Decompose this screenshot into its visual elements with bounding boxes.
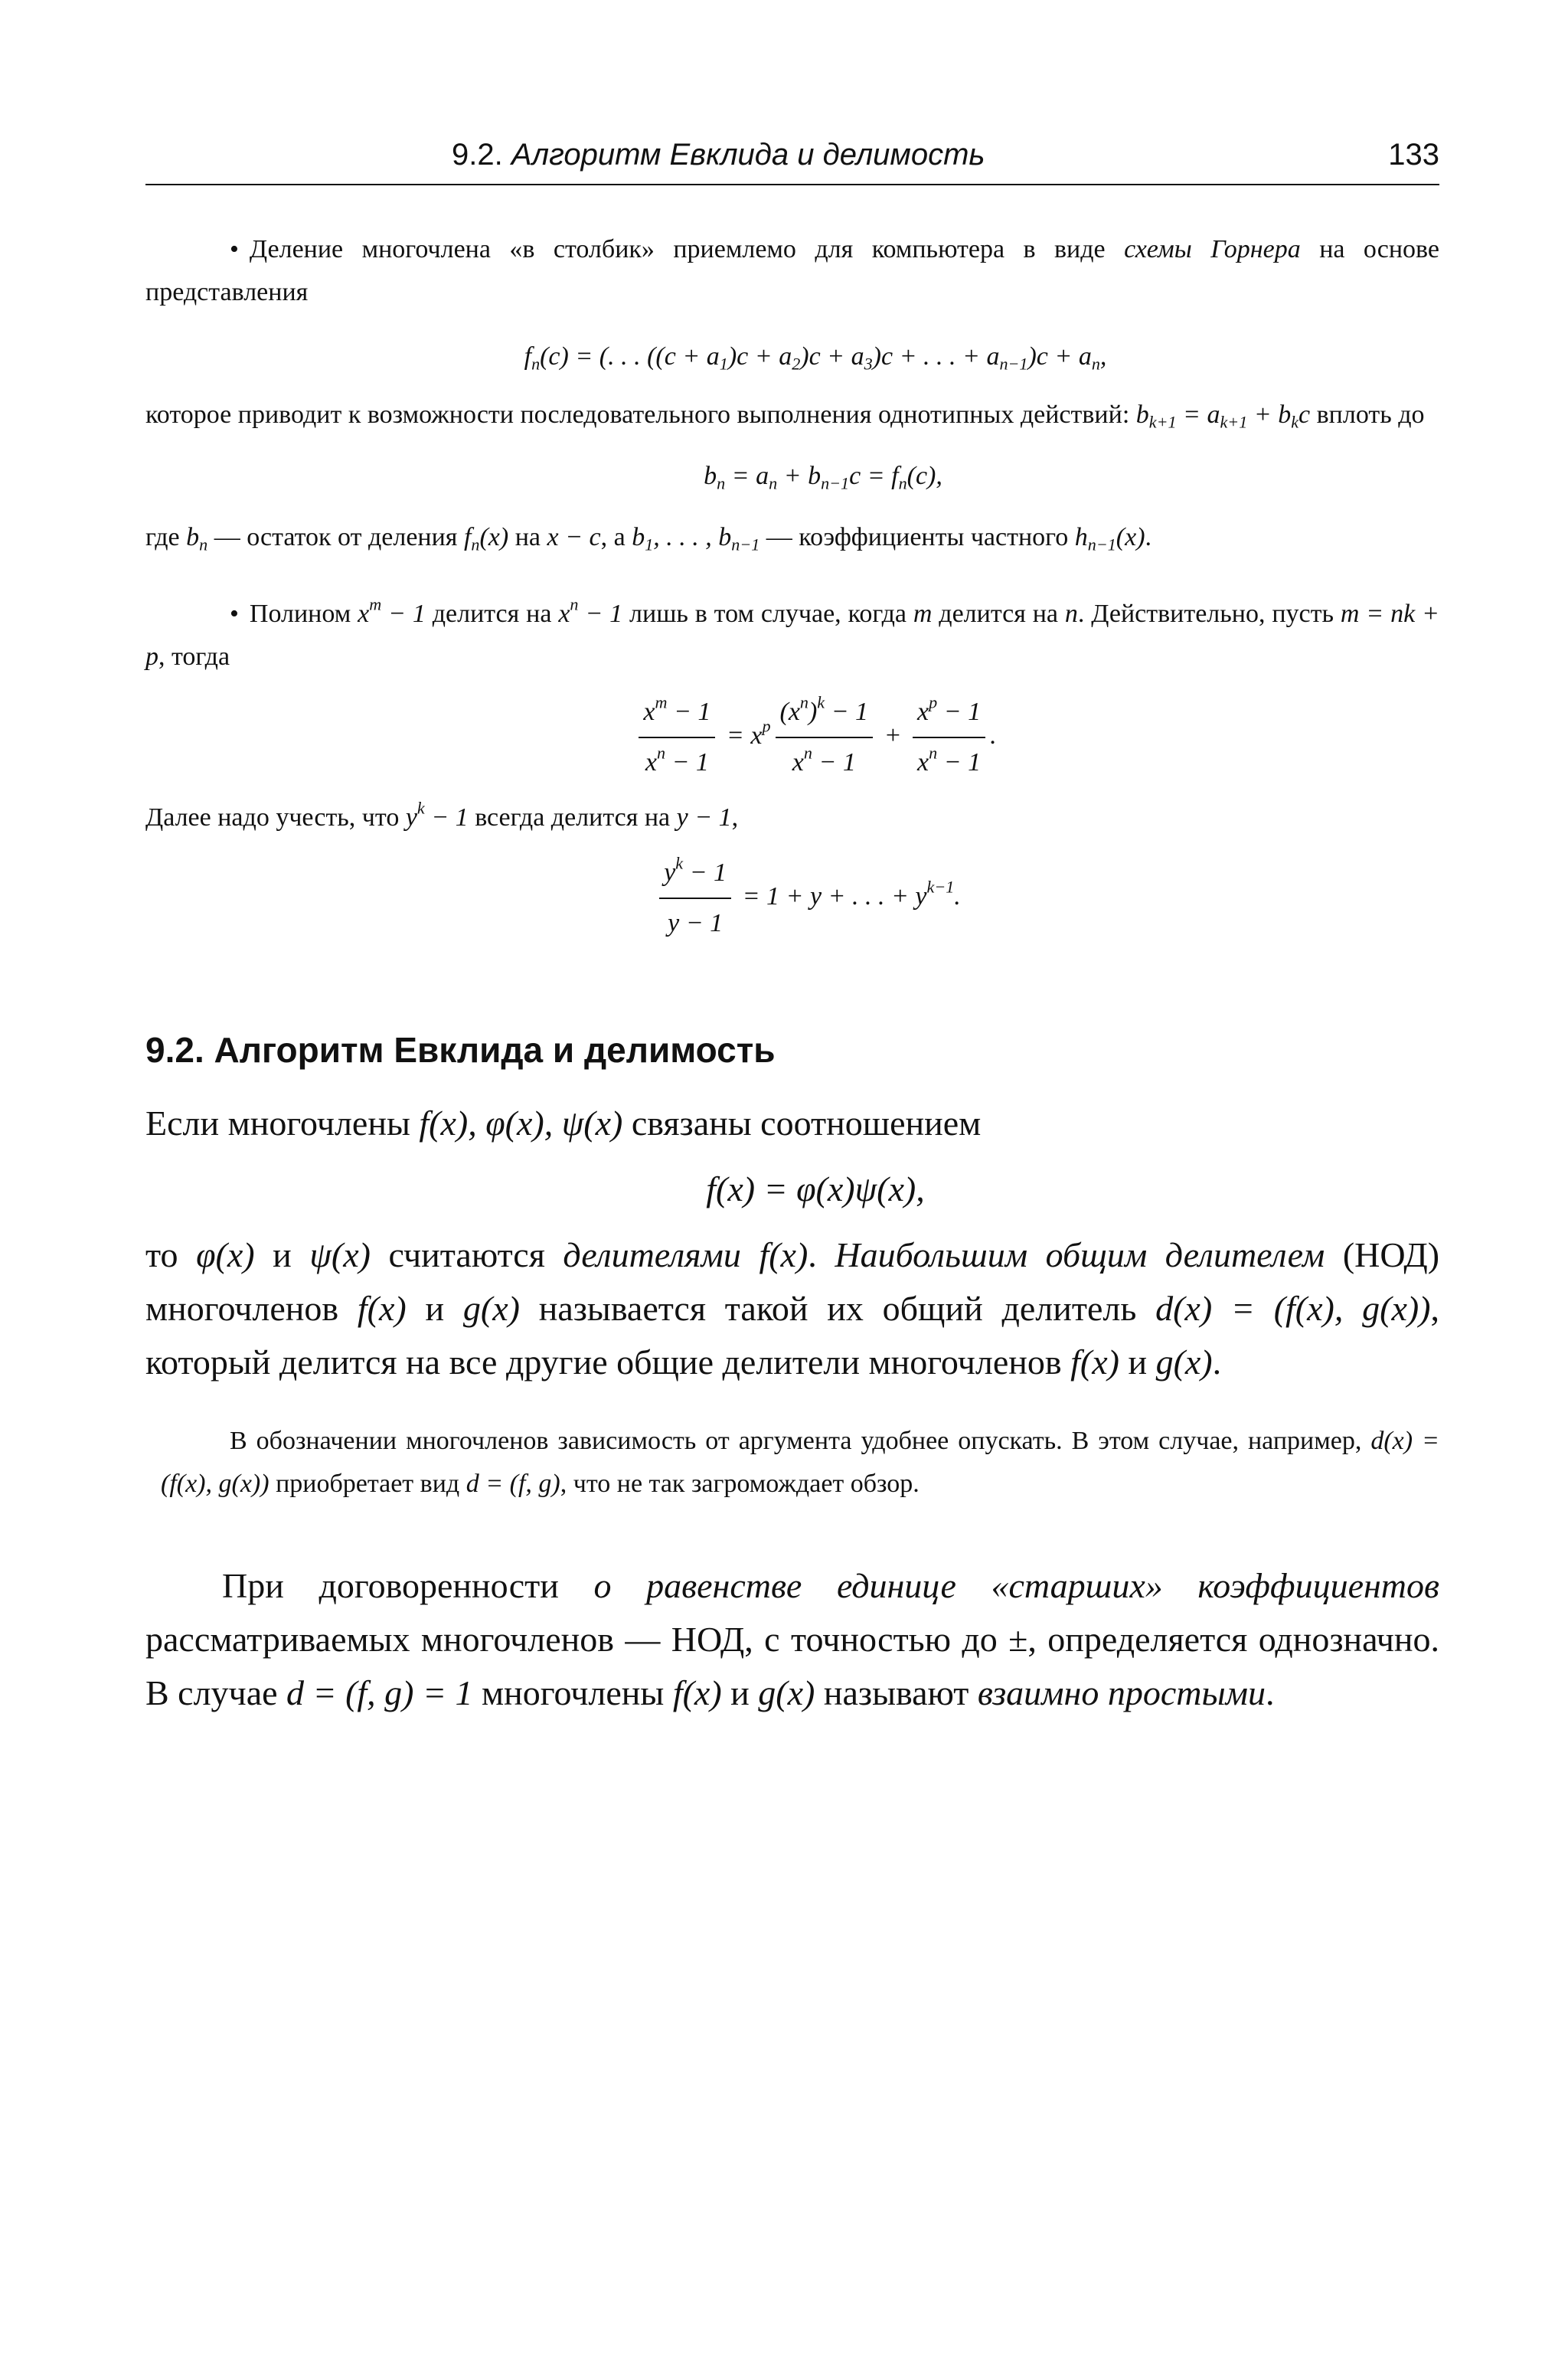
section-paragraph-2: то φ(x) и ψ(x) считаются делителями f(x). Наибольшим общим делителем (НОД) многочленов f(x) и g(x) называется такой их общий делитель d(x) = (f(x), g(x)), который делится на все другие общие делители многочленов f(x) и g(x). <box>145 1235 1440 1382</box>
page-number: 133 <box>1388 138 1439 172</box>
term-divisors: делителями <box>563 1235 741 1274</box>
poly-text-1: Полином <box>249 600 358 628</box>
note-text-1: В обозначении многочленов зависимость от аргумента удобнее опускать. В этом случае, например, <box>230 1427 1371 1455</box>
poly-text-5: . Действительно, пусть <box>1077 600 1341 628</box>
horner-term: схемы Горнера <box>1124 235 1301 263</box>
horner-intro: Деление многочлена «в столбик» приемлемо для компьютера в виде <box>249 235 1125 263</box>
where-text-3: на <box>508 523 547 551</box>
note-paragraph: В обозначении многочленов зависимость от аргумента удобнее опускать. В этом случае, например, d(x) = (f(x), g(x)) приобретает вид d = (f, g), что не так загромождает обзор. <box>161 1427 1439 1498</box>
note-text-3: , что не так загромождает обзор. <box>560 1470 920 1498</box>
term-coprime: взаимно простыми <box>977 1673 1266 1712</box>
horner-follow: которое приводит к возможности последовательного выполнения однотипных действий: $b_{k+1} = a_{k+1} + b_kc$ вплоть до <box>145 401 1425 432</box>
horner-formula: $f_n(c)$ = (. . . $((c + a_1)c + a_2)c + a_3)c$ + . . . + $a_{n-1})c + a_n$, <box>524 342 1107 374</box>
fraction: $\frac{x^p - 1}{x^n - 1}$ <box>913 691 985 784</box>
where-text-2: — остаток от деления <box>207 523 464 551</box>
term-gcd: Наибольшим общим делителем <box>835 1235 1325 1274</box>
horner-where: где $b_n$ — остаток от деления $f_n(x)$ на x − c, а $b_1$, . . . , $b_{n-1}$ — коэффициенты частного $h_{n-1}(x)$. <box>145 523 1152 554</box>
horner-paragraph <box>145 228 1439 314</box>
running-title <box>452 138 985 172</box>
where-text-4: , а <box>600 523 632 551</box>
poly-text-2: делится на <box>425 600 559 628</box>
fraction: $\frac{y^k - 1}{y - 1}$ <box>659 852 731 945</box>
section-p2-text-4: . <box>808 1235 835 1274</box>
horner-intro-end: на основе представления <box>145 235 1439 306</box>
final-text-2: рассматриваемых многочленов — НОД, с точностью до ±, определяется однозначно. В случае <box>145 1620 1439 1712</box>
note-text-2: приобретает вид <box>269 1470 466 1498</box>
final-text-3: многочлены <box>472 1673 673 1712</box>
section-p2-text-1: то <box>145 1235 197 1274</box>
fraction: $\frac{(x^n)^k - 1}{x^n - 1}$ <box>776 691 874 784</box>
poly-next-1: Далее надо учесть, что <box>145 803 406 832</box>
section-p2-text-6: и <box>406 1289 463 1328</box>
poly-text-3: лишь в том случае, когда <box>622 600 913 628</box>
fraction: $\frac{x^m - 1}{x^n - 1}$ <box>639 691 715 784</box>
poly-text-4: делится на <box>932 600 1065 628</box>
section-formula: f(x) = φ(x)ψ(x), <box>706 1169 925 1208</box>
running-header <box>145 130 1439 185</box>
poly-next-2: всегда делится на <box>468 803 677 832</box>
where-text-6: . <box>1145 523 1152 551</box>
section-p2-text-7: называется такой их общий делитель <box>519 1289 1156 1328</box>
book-page <box>145 130 1439 1720</box>
final-text-5: называют <box>815 1673 978 1712</box>
section-p2-text-8: , который делится на все другие общие делители многочленов <box>145 1289 1439 1382</box>
section-p1-text-1: Если многочлены <box>145 1104 420 1143</box>
section-p2-text-9: и <box>1119 1342 1156 1382</box>
running-section-title: Алгоритм Евклида и делимость <box>511 138 985 172</box>
section-p2-text-5: (НОД) многочленов <box>145 1235 1440 1328</box>
poly-next: Далее надо учесть, что $y^k - 1$ всегда делится на y − 1, <box>145 798 739 832</box>
section-paragraph-1: Если многочлены f(x), φ(x), ψ(x) связаны соотношением <box>145 1104 982 1143</box>
where-text-1: где <box>145 523 187 551</box>
poly-next-3: , <box>731 803 739 832</box>
horner-follow-end: вплоть до <box>1310 401 1425 429</box>
section-p1-text-2: связаны соотношением <box>622 1104 982 1143</box>
running-section-number: 9.2. <box>452 138 503 172</box>
geometric-sum-formula: $\frac{y^k - 1}{y - 1}$ = 1 + y + . . . + $y^{k-1}$. <box>145 852 1439 945</box>
section-title: 9.2. Алгоритм Евклида и делимость <box>145 1030 776 1070</box>
final-text-6: . <box>1266 1673 1275 1712</box>
horner-follow-text: которое приводит к возможности последовательного выполнения однотипных действий: <box>145 401 1136 429</box>
where-text-5: — коэффициенты частного <box>760 523 1075 551</box>
poly-fraction-formula: $\frac{x^m - 1}{x^n - 1}$ = $x^p$ $\frac{(x^n)^k - 1}{x^n - 1}$ + $\frac{x^p - 1}{x^n - 1}$ . <box>145 691 1439 784</box>
final-text-1: При договоренности <box>222 1566 594 1605</box>
horner-formula-2: $b_n = a_n + b_{n-1}c = f_n(c)$, <box>704 462 942 493</box>
final-paragraph: При договоренности о равенстве единице «старших» коэффициентов рассматриваемых многочленов — НОД, с точностью до ±, определяется однозначно. В случае d = (f, g) = 1 многочлены f(x) и g(x) называют взаимно простыми. <box>145 1566 1439 1712</box>
section-p2-text-3: считаются <box>370 1235 564 1274</box>
section-p2-text-10: . <box>1212 1342 1222 1382</box>
section-p2-text-2: и <box>254 1235 310 1274</box>
bullet-marker: • <box>230 600 239 628</box>
final-text-4: и <box>721 1673 759 1712</box>
poly-paragraph: • Полином $x^m - 1$ делится на $x^n - 1$ лишь в том случае, когда m делится на n. Действительно, пусть m = nk + p, тогда <box>145 594 1440 671</box>
bullet-marker: • <box>230 235 239 263</box>
poly-text-6: , тогда <box>158 643 230 671</box>
term-leading-coefficients: о равенстве единице «старших» коэффициентов <box>593 1566 1439 1605</box>
